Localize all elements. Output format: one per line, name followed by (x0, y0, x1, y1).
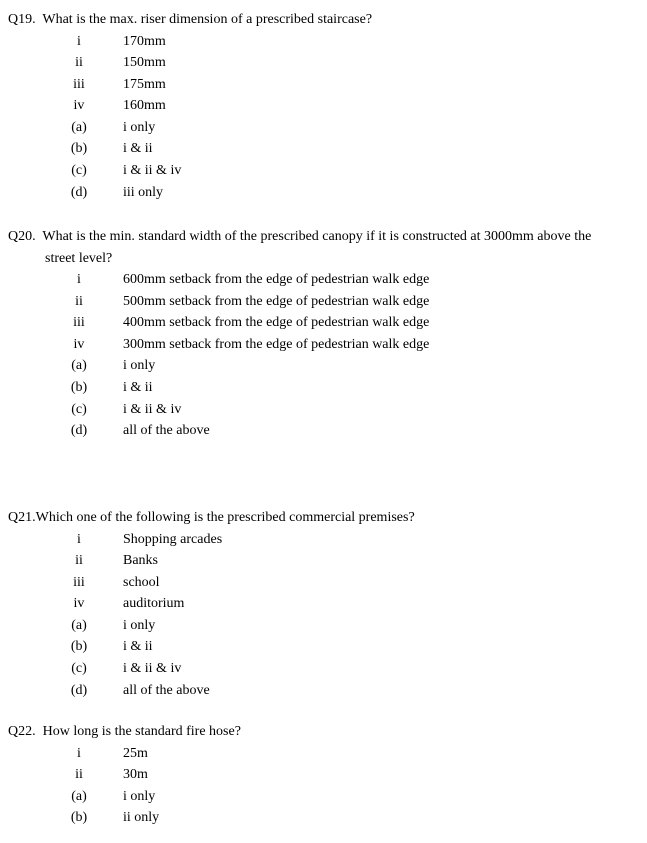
answer-text: i & ii (123, 141, 153, 157)
option-marker: i (77, 531, 81, 547)
option-row (8, 291, 638, 313)
answer-row (8, 807, 638, 829)
option-marker: iii (73, 574, 85, 590)
option-marker: iii (73, 76, 85, 92)
option-row (8, 529, 638, 551)
question-text: What is the max. riser dimension of a prescribed staircase? (42, 12, 373, 27)
question-number: Q20. (8, 229, 36, 244)
option-text: 500mm setback from the edge of pedestrian walk edge (123, 293, 430, 309)
answer-row (8, 355, 638, 377)
answer-marker: (d) (70, 184, 88, 200)
answer-row (8, 138, 638, 160)
option-row (8, 334, 638, 356)
answer-text: iii only (123, 184, 164, 200)
option-row (8, 743, 638, 765)
option-marker: iv (73, 98, 85, 114)
answer-row (8, 636, 638, 658)
question-20 (8, 226, 638, 442)
answer-row (8, 182, 638, 204)
question-stem (8, 9, 638, 31)
answer-marker: (d) (70, 423, 88, 439)
answer-marker: (c) (71, 163, 87, 179)
option-row (8, 572, 638, 594)
question-19 (8, 9, 638, 203)
question-number: Q21. (8, 510, 36, 525)
answer-marker: (c) (71, 401, 87, 417)
option-row (8, 550, 638, 572)
option-marker: iv (73, 596, 85, 612)
question-number: Q19. (8, 12, 36, 27)
answer-row (8, 420, 638, 442)
option-marker: ii (75, 55, 83, 71)
question-stem (8, 721, 638, 743)
answer-marker: (c) (71, 661, 87, 677)
answer-text: i & ii & iv (123, 163, 182, 179)
question-stem (8, 507, 638, 529)
option-marker: ii (75, 293, 83, 309)
answer-row (8, 160, 638, 182)
option-marker: i (77, 33, 81, 49)
answer-text: i & ii (123, 379, 153, 395)
option-text: auditorium (123, 596, 185, 612)
option-marker: ii (75, 553, 83, 569)
option-text: 25m (123, 745, 148, 761)
option-text: 30m (123, 767, 148, 783)
option-text: Banks (123, 553, 158, 569)
option-text: 170mm (123, 33, 166, 49)
option-row (8, 95, 638, 117)
option-text: 300mm setback from the edge of pedestrian walk edge (123, 336, 430, 352)
question-number: Q22. (8, 724, 36, 739)
question-21 (8, 507, 638, 701)
option-row (8, 52, 638, 74)
option-row (8, 269, 638, 291)
option-row (8, 764, 638, 786)
answer-text: i only (123, 358, 156, 374)
option-text: 400mm setback from the edge of pedestrian walk edge (123, 315, 430, 331)
question-text-continued: street level? (45, 250, 113, 266)
option-row (8, 593, 638, 615)
option-marker: iii (73, 315, 85, 331)
answer-row (8, 786, 638, 808)
option-row (8, 312, 638, 334)
option-marker: i (77, 745, 81, 761)
question-text: What is the min. standard width of the prescribed canopy if it is constructed at 3000mm above the (42, 229, 592, 244)
option-marker: i (77, 272, 81, 287)
option-marker: ii (75, 767, 83, 783)
answer-row (8, 117, 638, 139)
option-text: 175mm (123, 76, 166, 92)
answer-row (8, 377, 638, 399)
option-marker: iv (73, 336, 85, 352)
option-text: 600mm setback from the edge of pedestrian walk edge (123, 272, 430, 287)
answer-row (8, 399, 638, 421)
answer-marker: (b) (70, 810, 88, 826)
answer-row (8, 615, 638, 637)
answer-row (8, 680, 638, 702)
answer-marker: (a) (71, 617, 87, 633)
option-row (8, 74, 638, 96)
option-text: 150mm (123, 55, 166, 71)
option-text: 160mm (123, 98, 166, 114)
option-row (8, 31, 638, 53)
question-22 (8, 721, 638, 829)
answer-marker: (b) (70, 379, 88, 395)
question-text: Which one of the following is the prescribed commercial premises? (35, 510, 415, 525)
option-text: school (123, 574, 160, 590)
answer-text: i only (123, 788, 156, 804)
answer-marker: (b) (70, 639, 88, 655)
answer-marker: (a) (71, 119, 87, 135)
answer-text: i only (123, 617, 156, 633)
answer-text: all of the above (123, 423, 210, 439)
answer-marker: (a) (71, 358, 87, 374)
answer-text: i only (123, 119, 156, 135)
answer-marker: (d) (70, 682, 88, 698)
answer-text: all of the above (123, 682, 210, 698)
answer-marker: (a) (71, 788, 87, 804)
answer-text: i & ii & iv (123, 661, 182, 677)
answer-text: i & ii & iv (123, 401, 182, 417)
answer-row (8, 658, 638, 680)
answer-text: ii only (123, 810, 160, 826)
question-text: How long is the standard fire hose? (42, 724, 241, 739)
answer-text: i & ii (123, 639, 153, 655)
answer-marker: (b) (70, 141, 88, 157)
option-text: Shopping arcades (123, 531, 223, 547)
question-stem (8, 226, 638, 269)
